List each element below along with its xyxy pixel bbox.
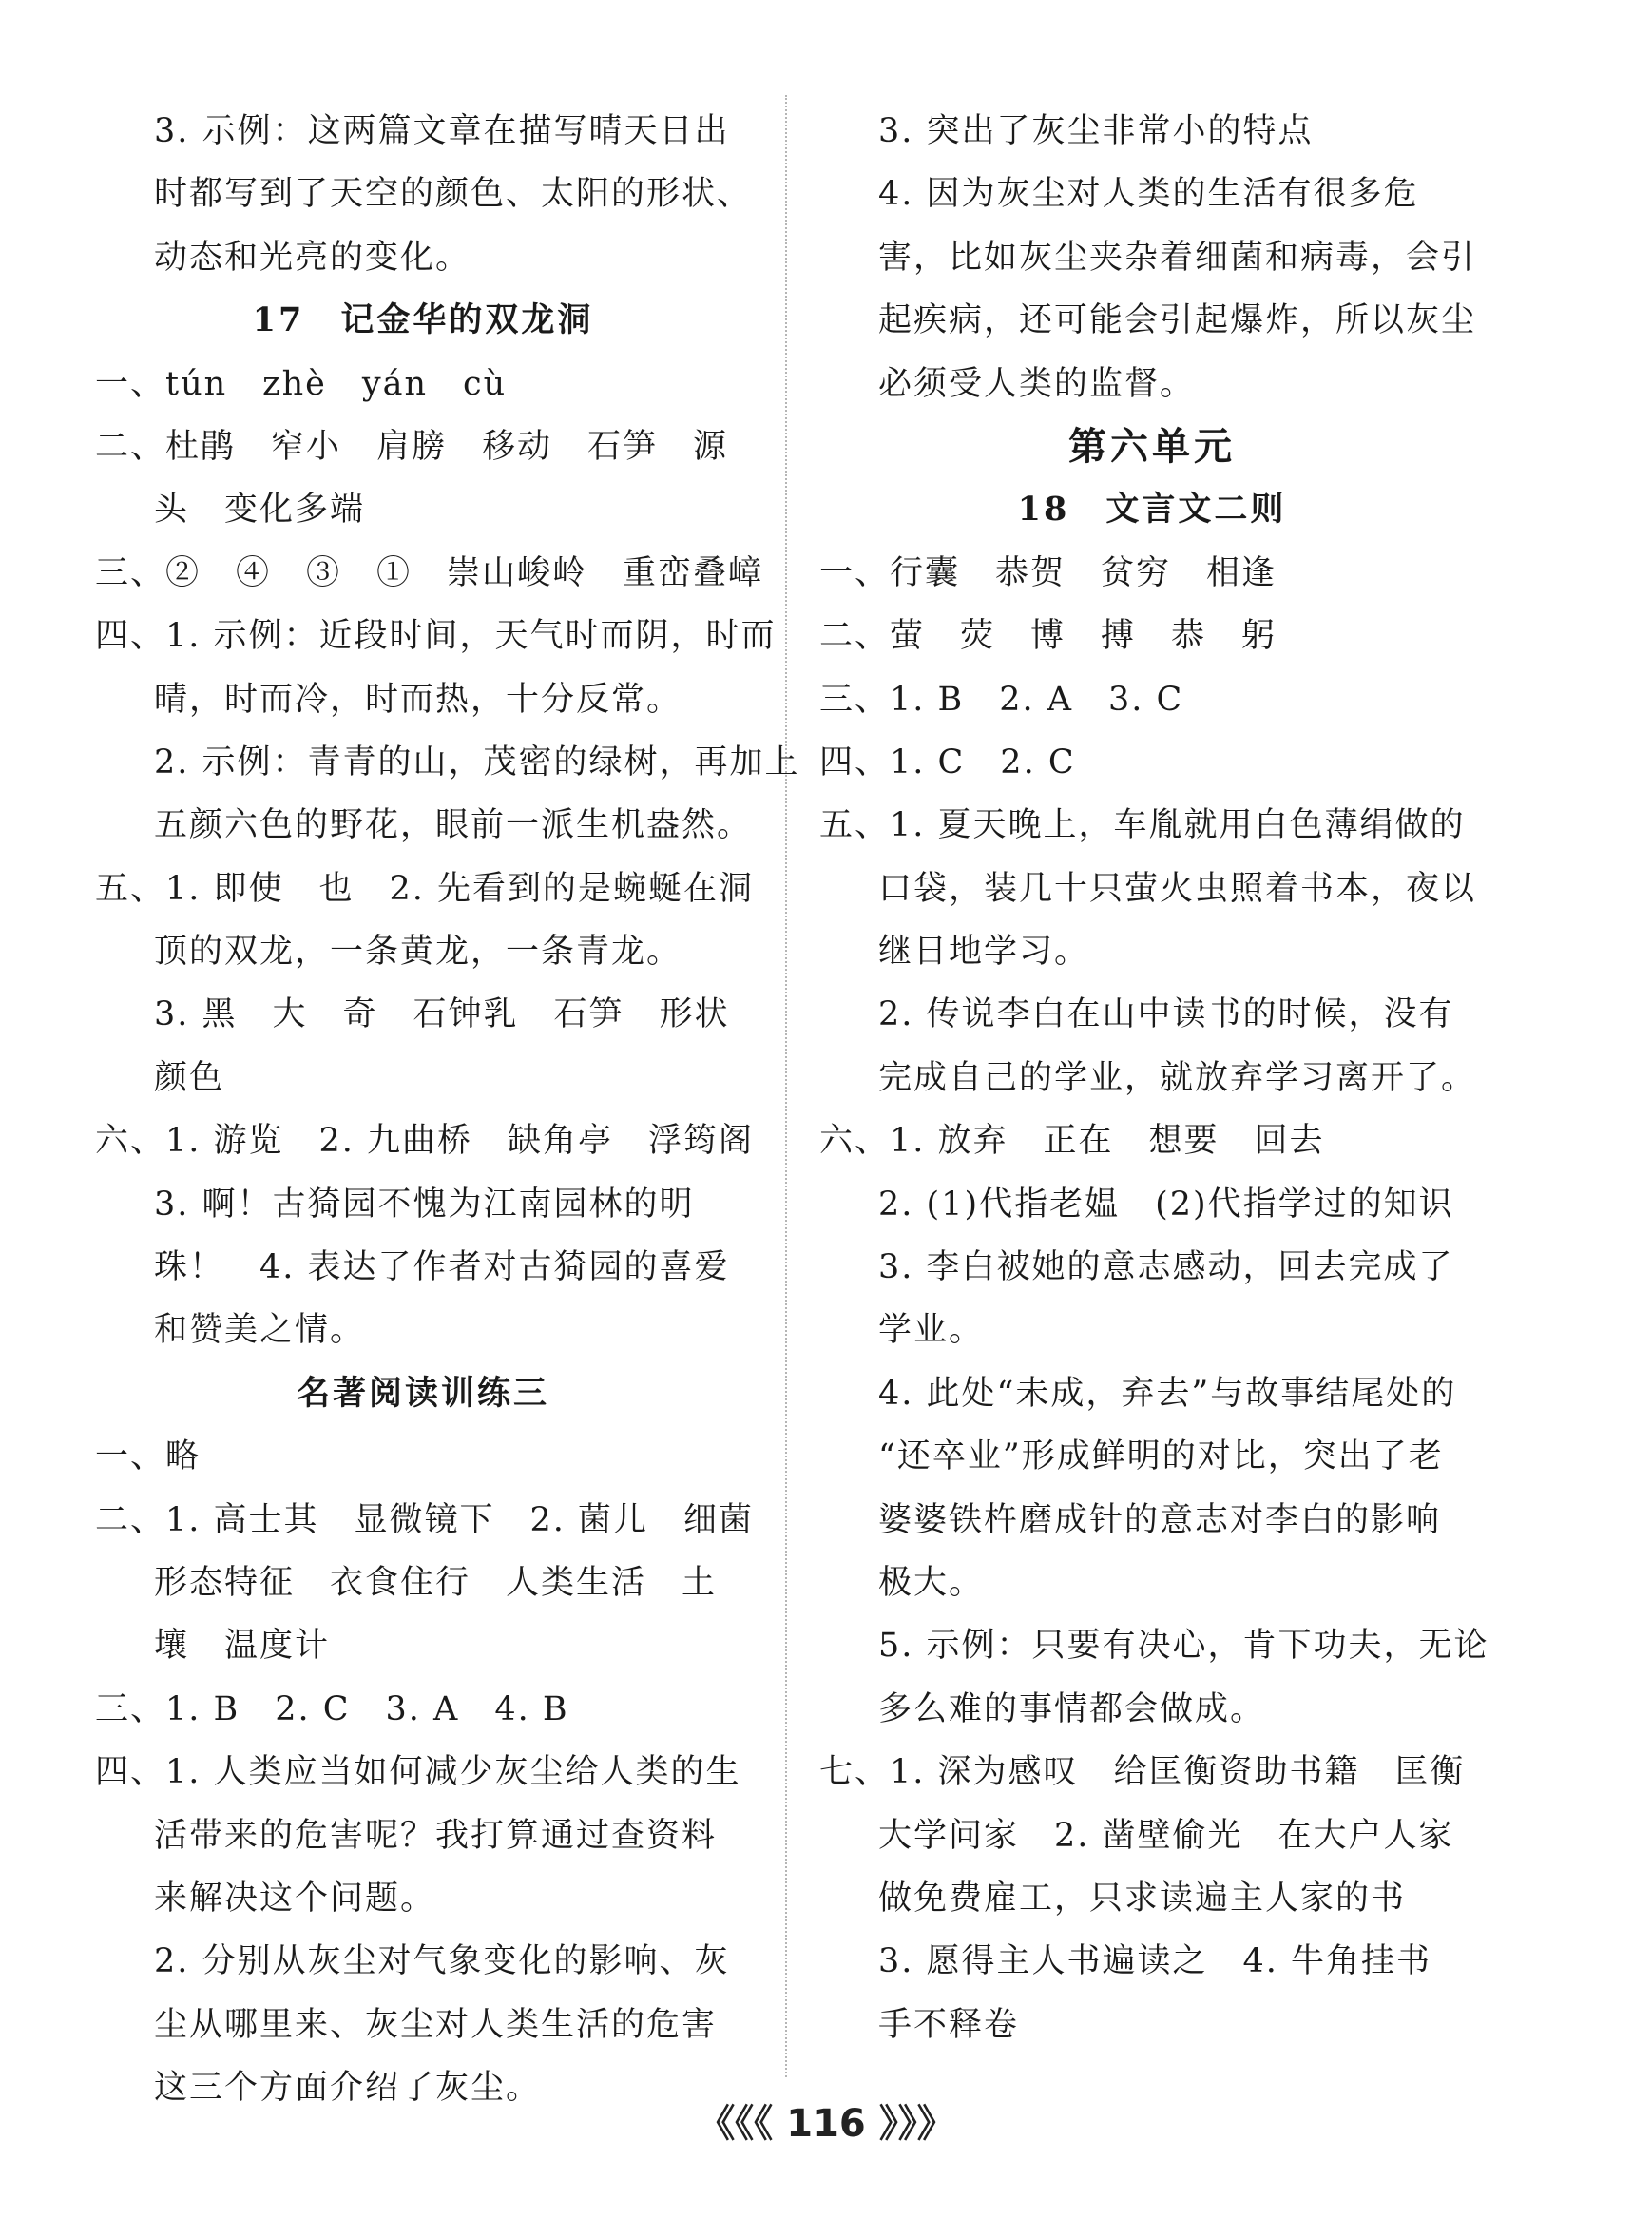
answer-line: 时都写到了天空的颜色、太阳的形状、: [154, 175, 753, 214]
answer-line: 活带来的危害呢？我打算通过查资料: [154, 1816, 718, 1855]
answer-line: 极大。: [878, 1563, 985, 1602]
section-title: 17 记金华的双龙洞: [252, 300, 594, 340]
answer-line: 一、tún zhè yán cù: [95, 364, 508, 403]
page-number: 116: [786, 2102, 866, 2146]
answer-line: 继日地学习。: [878, 933, 1090, 972]
answer-line: 手不释卷: [878, 2005, 1020, 2044]
answer-line: “还卒业”形成鲜明的对比，突出了老: [878, 1437, 1444, 1476]
section-title: 18 文言文二则: [1017, 490, 1287, 530]
answer-line: 来解决这个问题。: [154, 1879, 436, 1918]
answer-line: 口袋，装几十只萤火虫照着书本，夜以: [878, 869, 1477, 908]
answer-line: 多么难的事情都会做成。: [878, 1689, 1266, 1728]
answer-line: 害，比如灰尘夹杂着细菌和病毒，会引: [878, 238, 1477, 277]
answer-line: 四、1. C 2. C: [819, 743, 1076, 781]
answer-line: 必须受人类的监督。: [878, 364, 1196, 403]
right-answer-column: [819, 100, 1489, 2056]
answer-line: 2. 传说李白在山中读书的时候，没有: [878, 995, 1454, 1034]
answer-line: 3. 李白被她的意志感动，回去完成了: [878, 1248, 1454, 1287]
answer-line: 珠！ 4. 表达了作者对古猗园的喜爱: [154, 1248, 730, 1287]
page-number-footer: [0, 2093, 1652, 2148]
answer-line: 5. 示例：只要有决心，肯下功夫，无论: [878, 1627, 1489, 1666]
answer-line: 三、1. B 2. A 3. C: [819, 680, 1184, 719]
answer-line: 完成自己的学业，就放弃学习离开了。: [878, 1058, 1477, 1097]
answer-line: 六、1. 放弃 正在 想要 回去: [819, 1122, 1325, 1161]
answer-line: 学业。: [878, 1311, 985, 1350]
answer-line: 形态特征 衣食住行 人类生活 土: [154, 1563, 718, 1602]
answer-line: 二、杜鹃 窄小 肩膀 移动 石笋 源: [95, 427, 729, 466]
answer-line: 顶的双龙，一条黄龙，一条青龙。: [154, 933, 682, 972]
answer-line: 尘从哪里来、灰尘对人类生活的危害: [154, 2005, 718, 2044]
footer-right-mark: 》》》: [878, 2102, 955, 2146]
answer-line: 4. 因为灰尘对人类的生活有很多危: [878, 175, 1419, 214]
answer-line: 六、1. 游览 2. 九曲桥 缺角亭 浮筠阁: [95, 1122, 755, 1161]
answer-line: 4. 此处“未成，弃去”与故事结尾处的: [878, 1374, 1457, 1413]
answer-line: 壤 温度计: [154, 1627, 331, 1666]
answer-line: 和赞美之情。: [154, 1311, 366, 1350]
answer-line: 五、1. 即使 也 2. 先看到的是蜿蜒在洞: [95, 869, 755, 908]
answer-line: 一、行囊 恭贺 贫穷 相逢: [819, 553, 1277, 592]
column-divider: [785, 95, 787, 2077]
answer-line: 2. (1)代指老媪 (2)代指学过的知识: [878, 1185, 1454, 1224]
answer-line: 头 变化多端: [154, 491, 366, 530]
answer-line: 五、1. 夏天晚上，车胤就用白色薄绢做的: [819, 806, 1466, 845]
answer-line: 婆婆铁杵磨成针的意志对李白的影响: [878, 1500, 1442, 1539]
answer-line: 四、1. 示例：近段时间，天气时而阴，时而: [95, 617, 777, 656]
footer-left-mark: 《《《: [697, 2102, 774, 2146]
answer-line: 3. 突出了灰尘非常小的特点: [878, 112, 1314, 150]
left-answer-column: [95, 100, 800, 2120]
section-title: 名著阅读训练三: [296, 1373, 549, 1413]
answer-line: 3. 啊！古猗园不愧为江南园林的明: [154, 1185, 695, 1224]
answer-line: 颜色: [154, 1058, 225, 1097]
answer-line: 三、② ④ ③ ① 崇山峻岭 重峦叠嶂: [95, 553, 764, 592]
answer-line: 二、萤 荧 博 搏 恭 躬: [819, 617, 1277, 656]
answer-line: 动态和光亮的变化。: [154, 238, 471, 277]
answer-line: 晴，时而冷，时而热，十分反常。: [154, 680, 682, 719]
answer-line: 二、1. 高士其 显微镜下 2. 菌儿 细菌: [95, 1500, 755, 1539]
answer-line: 三、1. B 2. C 3. A 4. B: [95, 1689, 569, 1728]
answer-line: 2. 分别从灰尘对气象变化的影响、灰: [154, 1942, 730, 1981]
section-title: 第六单元: [1068, 423, 1236, 469]
answer-line: 七、1. 深为感叹 给匡衡资助书籍 匡衡: [819, 1753, 1466, 1792]
answer-line: 一、略: [95, 1437, 202, 1476]
answer-line: 3. 示例：这两篇文章在描写晴天日出: [154, 112, 730, 150]
answer-line: 做免费雇工，只求读遍主人家的书: [878, 1879, 1407, 1918]
answer-line: 3. 愿得主人书遍读之 4. 牛角挂书: [878, 1942, 1432, 1981]
answer-line: 这三个方面介绍了灰尘。: [154, 2069, 542, 2108]
answer-line: 2. 示例：青青的山，茂密的绿树，再加上: [154, 743, 800, 781]
answer-line: 3. 黑 大 奇 石钟乳 石笋 形状: [154, 995, 730, 1034]
answer-line: 起疾病，还可能会引起爆炸，所以灰尘: [878, 301, 1477, 340]
answer-line: 四、1. 人类应当如何减少灰尘给人类的生: [95, 1753, 741, 1792]
answer-line: 五颜六色的野花，眼前一派生机盎然。: [154, 806, 753, 845]
answer-line: 大学问家 2. 凿壁偷光 在大户人家: [878, 1816, 1454, 1855]
